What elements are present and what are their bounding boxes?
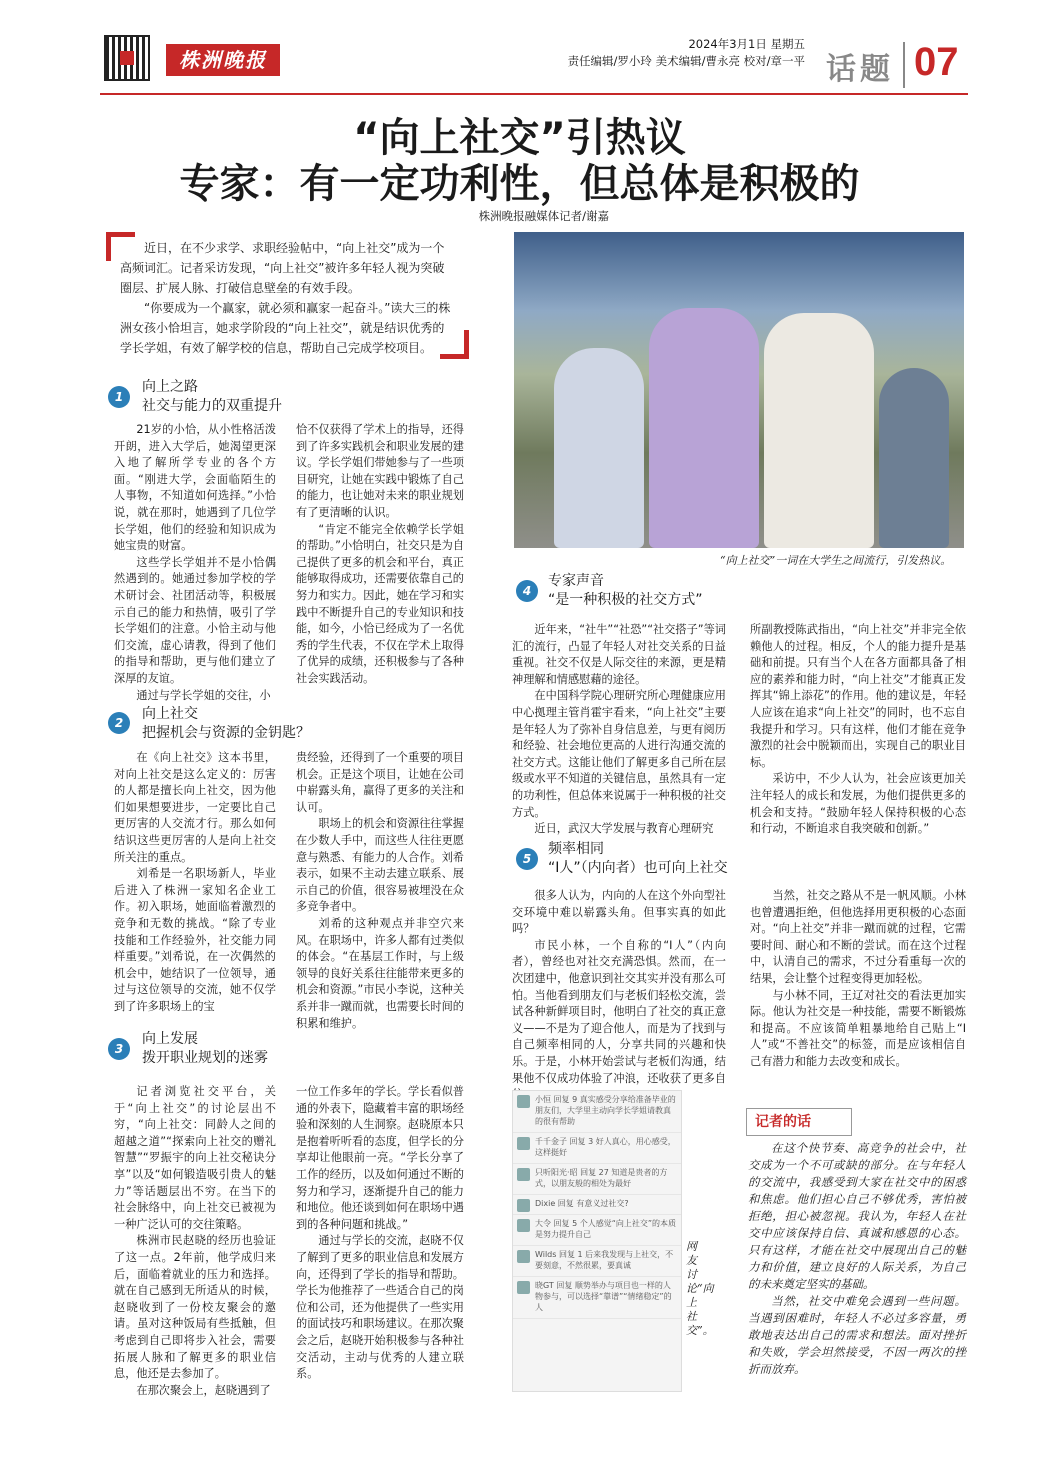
editor-note-label: 记者的话 <box>746 1108 852 1136</box>
editor-note <box>748 1140 966 1378</box>
comment-item: 晓GT 回复 顺势举办与项目也一样的人物参与，可以选择“靠谱”“情绪稳定”的人 <box>513 1277 681 1319</box>
paragraph: 在那次聚会上，赵晓遇到了 <box>136 1383 271 1397</box>
comment-item: 大令 回复 5 个人感觉“向上社交”的本质是努力提升自己 <box>513 1215 681 1246</box>
headline-sub: 专家：有一定功利性，但总体是积极的 <box>179 161 860 207</box>
section-subtitle: “是一种积极的社交方式” <box>548 592 703 608</box>
section-heading <box>548 840 728 878</box>
intro-box <box>108 232 466 364</box>
section4-col-b <box>750 622 966 838</box>
paragraph: 市民小林，一个自称的“I人”（内向者），曾经也对社交充满恐惧。然而，在一次团建中，他意识到社交其实并没有那么可怕。当他看到朋友们与老板们轻松交流，尝试各种新鲜项目时，他明白了社交的真正意义——不是为了迎合他人，而是为了找到与自己频率相同的人，分享共同的兴趣和快乐。于是，小林开始尝试与老板们沟通，结果他不仅成功体验了冲浪，还收获了更多自 <box>512 938 726 1085</box>
comments-caption: 网友讨论“向上社交”。 <box>686 1240 714 1337</box>
netizen-comments <box>512 1090 682 1392</box>
section4-col-a <box>512 622 726 838</box>
section-heading <box>142 705 310 743</box>
comment-item: 千千金子 回复 3 好人真心，用心感受，这样挺好 <box>513 1133 681 1164</box>
paragraph: 在《向上社交》这本书里，对向上社交是这么定义的：厉害的人都是擅长向上社交，因为他们如果想要进步，一定要比自己更厉害的人交流才行。那么如何结识这些更厉害的人是向上社交所关注的重点。 <box>114 751 276 864</box>
paragraph: 刘希的这种观点并非空穴来风。在职场中，许多人都有过类似的体会。“在基层工作时，与上级领导的良好关系往往能带来更多的机会和资源。”市民小李说，这种关系并非一蹴而就，也需要长时间的积累和维护。 <box>296 916 465 1030</box>
paragraph: 这些学长学姐并不是小恰偶然遇到的。她通过参加学校的学术研讨会、社团活动等，积极展示自己的能力和热情，吸引了学长学姐们的注意。小恰主动与他们交流，虚心请教，得到了他们的指导和帮助，更与他们建立了深厚的友谊。 <box>114 555 276 685</box>
section-title: 专家声音 <box>548 573 604 589</box>
section-subtitle: 拨开职业规划的迷雾 <box>142 1050 268 1066</box>
comment-item: 小恒 回复 9 真实感受分享给准备毕业的朋友们，大学里主动向学长学姐请教真的很有帮助 <box>513 1091 681 1133</box>
section-title: 向上之路 <box>142 379 198 395</box>
section-title: 向上社交 <box>142 706 198 722</box>
section-name: 话题 <box>826 52 894 87</box>
section1-col-b <box>296 422 464 688</box>
section-heading <box>142 378 282 416</box>
paragraph: 当然，社交中难免会遇到一些问题。当遇到困难时，年轻人不必过多容量，勇敢地表达出自己的需求和想法。面对挫折和失败，学会坦然接受，不因一两次的挫折而放弃。 <box>748 1294 966 1376</box>
newspaper-logo: 株洲晚报 <box>166 44 280 76</box>
editor-credits: 责任编辑/罗小玲 美术编辑/曹永亮 校对/章一平 <box>567 54 805 68</box>
header-rule <box>100 93 968 95</box>
section3-col-b <box>296 1084 464 1383</box>
paragraph: 与小林不同，王辽对社交的看法更加实际。他认为社交是一种技能，需要不断锻炼和提高。不应该简单粗暴地给自己贴上“I人”或“不善社交”的标签，而是应该相信自己有潜力和能力去改变和成长。 <box>750 988 966 1068</box>
section-badge: 3 <box>108 1038 130 1060</box>
section-badge: 1 <box>108 386 130 408</box>
paragraph: 株洲市民赵晓的经历也验证了这一点。2年前，他学成归来后，面临着就业的压力和选择。就在自己感到无所适从的时候，赵晓收到了一份校友聚会的邀请。虽对这种饭局有些抵触，但考虑到自己即将步入社会，需要拓展人脉和了解更多的职业信息，他还是去参加了。 <box>114 1234 276 1381</box>
byline: 株洲晚报融媒体记者/谢嘉 <box>478 209 609 223</box>
section-heading <box>142 1030 268 1068</box>
section3-col-a <box>114 1084 276 1399</box>
paragraph: 一位工作多年的学长。学长看似普通的外表下，隐藏着丰富的职场经验和深刻的人生洞察。赵晓原本只是抱着听听看的态度，但学长的分享却让他眼前一亮。“学长分享了工作的经历，以及如何通过不断的努力和学习，逐渐提升自己的能力和地位。他还谈到如何在职场中遇到的各种问题和挑战。” <box>296 1085 464 1231</box>
paragraph: 21岁的小恰，从小性格活泼开朗，进入大学后，她渴望更深入地了解所学专业的各个方面。“刚进大学，会面临陌生的人事物，不知道如何选择。”小恰说，就在那时，她遇到了几位学长学姐，他们的经验和知识成为她宝贵的财富。 <box>114 423 276 553</box>
section2-col-a <box>114 750 276 1016</box>
qr-code <box>104 35 150 81</box>
paragraph: 在中国科学院心理研究所心理健康应用中心拠理主管肖霍宇看来，“向上社交”主要是年轻人为了弥补自身信息差，与更有阅历和经验、社会地位更高的人进行沟通交流的社交方式。这能让他们了解更多自己所在层级或水平不知道的关键信息，虽然具有一定的功利性，但总体来说属于一种积极的社交方式。 <box>512 689 726 819</box>
section5-col-b <box>750 888 966 1071</box>
paragraph: 采访中，不少人认为，社会应该更加关注年轻人的成长和发展，为他们提供更多的机会和支持。“鼓励年轻人保持积极的心态和行动，不断追求自我突破和创新。” <box>750 772 966 836</box>
section5-col-a <box>512 888 726 1104</box>
section-title: 向上发展 <box>142 1031 198 1047</box>
issue-date: 2024年3月1日 星期五 <box>688 37 805 51</box>
section-badge: 2 <box>108 712 130 734</box>
paragraph: 恰不仅获得了学术上的指导，还得到了许多实践机会和职业发展的建议。学长学姐们带她参与了一些项目研究，让她在实践中锻炼了自己的能力，也让她对未来的职业规划有了更清晰的认识。 <box>296 423 464 519</box>
section-badge: 5 <box>516 848 538 870</box>
paragraph: 通过与学长的交流，赵晓不仅了解到了更多的职业信息和发展方向，还得到了学长的指导和帮助。学长为他推荐了一些适合自己的岗位和公司，还为他提供了一些实用的面试技巧和职场建议。在那次聚会之后，赵晓开始积极参与各种社交活动，主动与优秀的人建立联系。 <box>296 1234 464 1381</box>
paragraph: 贵经验，还得到了一个重要的项目机会。正是这个项目，让她在公司中崭露头角，赢得了更多的关注和认可。 <box>296 751 464 814</box>
section-subtitle: 把握机会与资源的金钥匙？ <box>142 725 310 741</box>
paragraph: 记者浏览社交平台，关于“向上社交”的讨论层出不穷，“向上社交：同龄人之间的超越之道”“探索向上社交的赠礼智慧”“罗振宇的向上社交秘诀分享”以及“如何锻造吸引贵人的魅力”等话题层出不穷。在当下的社会脉络中，向上社交已被视为一种广泛认可的交往策略。 <box>114 1085 276 1231</box>
section-title: 频率相同 <box>548 841 604 857</box>
section-subtitle: 社交与能力的双重提升 <box>142 398 282 414</box>
comment-item: 只听阳光·昭 回复 27 知道是贵者的方式，以朋友般的相处为最好 <box>513 1164 681 1195</box>
intro-paragraph: 近日，在不少求学、求职经验帖中，“向上社交”成为一个高频词汇。记者采访发现，“向上社交”被许多年轻人视为突破圈层、扩展人脉、打破信息壁垒的有效手段。 <box>120 241 445 295</box>
intro-paragraph: “你要成为一个赢家，就必须和赢家一起奋斗。”读大三的株洲女孩小恰坦言，她求学阶段的“向上社交”，就是结识优秀的学长学姐，有效了解学校的信息，帮助自己完成学校项目。 <box>120 301 451 355</box>
comment-item: Dixie 回复 有意义过社交? <box>513 1195 681 1215</box>
paragraph: 近年来，“社牛”“社恐”“社交搭子”等词汇的流行，凸显了年轻人对社交关系的日益重视。社交不仅是人际交往的来源，更是精神理解和情感慰藉的途径。 <box>512 623 726 686</box>
masthead-meta <box>568 36 805 70</box>
section-heading <box>548 572 703 610</box>
paragraph: 近日，武汉大学发展与教育心理研究 <box>534 822 714 836</box>
comment-item: Wilds 回复 1 后来我发现与上社交，不要刻意，不然很累，要真诚 <box>513 1246 681 1277</box>
paragraph: 职场上的机会和资源往往掌握在少数人手中，而这些人往往更愿意与熟悉、有能力的人合作。刘希表示，如果不主动去建立联系、展示自己的价值，很容易被埋没在众多竞争者中。 <box>296 817 464 914</box>
paragraph: “肯定不能完全依赖学长学姐的帮助。”小恰明白，社交只是为自己提供了更多的机会和平台，真正能够取得成功，还需要依靠自己的努力和实力。因此，她在学习和实践中不断提升自己的专业知识和技能，如今，小恰已经成为了一名优秀的学生代表，不仅在学术上取得了优异的成绩，还积极参与了各种社会实践活动。 <box>296 522 465 685</box>
paragraph: 当然，社交之路从不是一帆风顺。小林也曾遭遇拒绝，但他选择用更积极的心态面对。“向上社交”并非一蹴而就的过程，它需要时间、耐心和不断的尝试。而在这个过程中，认清自己的需求，不过分看重每一次的结果，会让整个过程变得更加轻松。 <box>750 889 966 985</box>
section-badge: 4 <box>516 580 538 602</box>
photo-caption: “向上社交”一词在大学生之间流行，引发热议。 <box>720 554 952 567</box>
section-subtitle: “I人”（内向者）也可向上社交 <box>548 860 728 876</box>
paragraph: 所副教授陈武指出，“向上社交”并非完全依赖他人的过程。相反，个人的能力提升是基础和前提。只有当个人在各方面都具备了相应的素养和能力时，“向上社交”才能真正发挥其“锦上添花”的作用。他的建议是，年轻人应该在追求“向上社交”的同时，也不忘自我提升和学习。只有这样，他们才能在竞争激烈的社会中脱颖而出，实现自己的职业目标。 <box>750 623 966 769</box>
section2-col-b <box>296 750 464 1032</box>
section1-col-a <box>114 422 276 704</box>
students-photo <box>514 232 964 548</box>
masthead-divider <box>903 42 905 88</box>
paragraph: 通过与学长学姐的交往，小 <box>136 688 271 702</box>
paragraph: 在这个快节奏、高竞争的社会中，社交成为一个不可或缺的部分。在与年轻人的交流中，我感受到大家在社交中的困惑和焦虑。他们担心自己不够优秀，害怕被拒绝，担心被忽视。我认为，年轻人在社交中应该保持自信、真诚和感恩的心态。只有这样，才能在社交中展现出自己的魅力和价值，建立良好的人际关系，为自己的未来奠定坚实的基础。 <box>748 1141 966 1291</box>
paragraph: 很多人认为，内向的人在这个外向型社交环境中难以崭露头角。但事实真的如此吗？ <box>512 889 726 936</box>
paragraph: 刘希是一名职场新人，毕业后进入了株洲一家知名企业工作。初入职场，她面临着激烈的竞争和无数的挑战。“除了专业技能和工作经验外，社交能力同样重要。”刘希说，在一次偶然的机会中，她结识了一位领导，通过与这位领导的交流，她不仅学到了许多职场上的宝 <box>114 867 276 1013</box>
page-number: 07 <box>914 40 959 84</box>
headline-main: “向上社交”引热议 <box>353 115 686 161</box>
